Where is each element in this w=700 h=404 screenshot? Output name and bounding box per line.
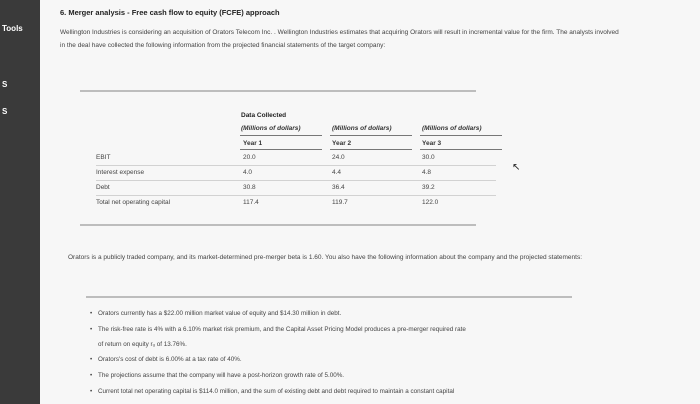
units-header-1: (Millions of dollars) [241, 125, 301, 132]
divider-bottom [86, 296, 572, 298]
question-panel [40, 0, 700, 404]
table-title: Data Collected [241, 112, 287, 119]
assumptions-list [90, 306, 630, 400]
units-header-3: (Millions of dollars) [422, 125, 482, 132]
tools-label[interactable]: Tools [2, 24, 23, 33]
table-row-interest [80, 167, 500, 181]
cell-value: 24.0 [332, 154, 345, 161]
bullet-icon: • [90, 372, 93, 379]
table-row-ebit [80, 152, 500, 166]
cell-value: 119.7 [332, 199, 348, 206]
table-row-capital [80, 197, 500, 211]
divider-top [80, 90, 476, 92]
orators-paragraph: Orators is a publicly traded company, and its market-determined pre-merger beta is 1.60. You also have the following information about the company and the projected statements: [68, 254, 583, 261]
intro-paragraph: Wellington Industries is considering an acquisition of Orators Telecom Inc. . Wellington Industries estimates that acquiring Orators will result in incremental value for the firm. The analysts involved in the deal have collected the following information from the projected financial statements of the target company: [60, 29, 619, 49]
cell-value: 20.0 [243, 154, 256, 161]
header-underline-1 [240, 135, 322, 136]
bullet-continuation: of return on equity rᵤ of 13.76%. [98, 341, 187, 348]
cell-value: 117.4 [243, 199, 259, 206]
bullet-text: Orators currently has a $22.00 million market value of equity and $14.30 million in debt. [98, 310, 342, 317]
list-item [90, 368, 630, 384]
divider-middle [80, 224, 476, 226]
bullet-text: Current total net operating capital is $114.0 million, and the sum of existing debt and debt required to maintain a constant capital [98, 388, 455, 395]
row-divider [96, 195, 496, 196]
bullet-icon: • [90, 356, 93, 363]
row-label: EBIT [96, 154, 111, 161]
header-underline-2 [330, 135, 412, 136]
bullet-text: Orators's cost of debt is 6.00% at a tax rate of 40%. [98, 356, 242, 363]
cell-value: 39.2 [422, 184, 435, 191]
row-label: Debt [96, 184, 110, 191]
row-divider [96, 165, 496, 166]
question-title: 6. Merger analysis - Free cash flow to equity (FCFE) approach [60, 8, 280, 17]
bullet-text: The risk-free rate is 4% with a 6.10% market risk premium, and the Capital Asset Pricing Model produces a pre-merger required rate [98, 326, 466, 333]
row-label: Total net operating capital [96, 199, 171, 206]
list-item [90, 352, 630, 368]
bullet-text: The projections assume that the company will have a post-horizon growth rate of 5.00%. [98, 372, 345, 379]
year-underline-3 [420, 149, 502, 150]
data-table [80, 108, 500, 220]
cell-value: 36.4 [332, 184, 345, 191]
bullet-icon: • [90, 310, 93, 317]
left-sidebar [0, 0, 40, 404]
cell-value: 4.0 [243, 169, 253, 176]
row-divider [96, 180, 496, 181]
year-underline-1 [240, 149, 322, 150]
cell-value: 30.0 [422, 154, 435, 161]
header-underline-3 [420, 135, 502, 136]
year-header-2: Year 2 [332, 140, 352, 147]
list-item [90, 384, 630, 400]
year-header-3: Year 3 [422, 140, 442, 147]
year-header-1: Year 1 [243, 140, 263, 147]
sidebar-item-2[interactable]: S [2, 107, 8, 116]
bullet-icon: • [90, 388, 93, 395]
table-row-debt [80, 182, 500, 196]
cell-value: 4.8 [422, 169, 432, 176]
cell-value: 122.0 [422, 199, 439, 206]
bullet-icon: • [90, 326, 93, 333]
mouse-pointer-icon: ↖ [512, 162, 521, 173]
row-label: Interest expense [96, 169, 145, 176]
list-item [90, 306, 630, 322]
units-header-2: (Millions of dollars) [332, 125, 392, 132]
cell-value: 4.4 [332, 169, 342, 176]
year-underline-2 [330, 149, 412, 150]
list-item [90, 322, 630, 352]
sidebar-item-1[interactable]: S [2, 80, 8, 89]
cell-value: 30.8 [243, 184, 256, 191]
